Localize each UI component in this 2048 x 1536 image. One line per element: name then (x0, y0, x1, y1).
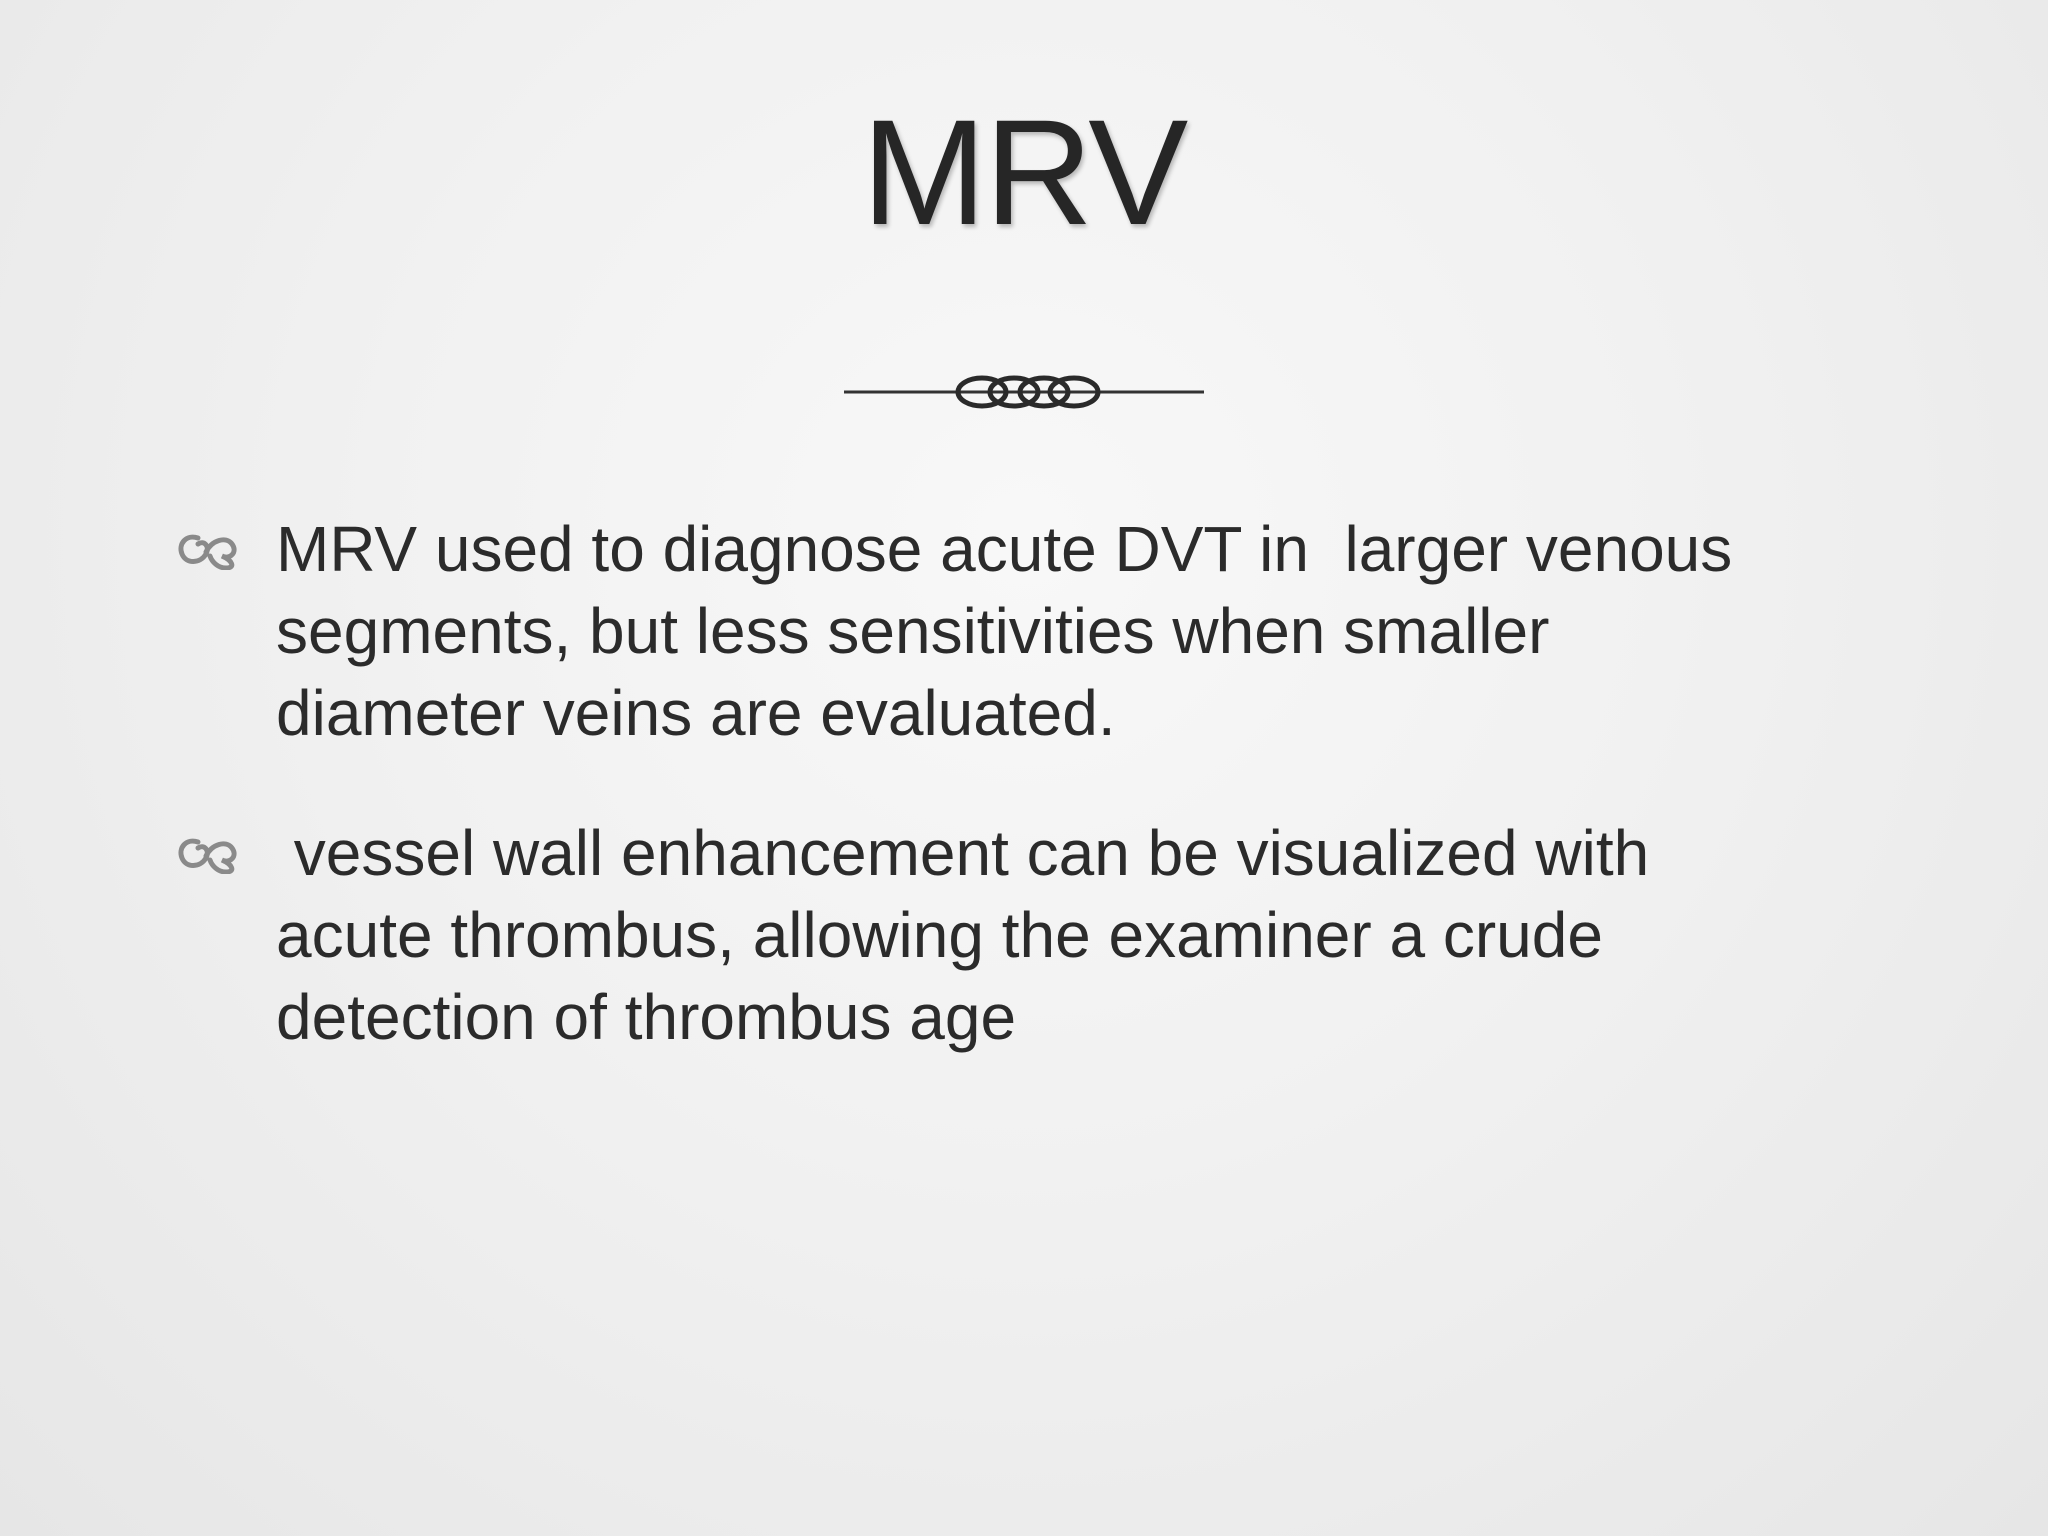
bullet-text: vessel wall enhancement can be visualized with acute thrombus, allowing the examiner a crude detection of thrombus age (276, 817, 1650, 1053)
fleuron-bullet-icon (176, 530, 242, 570)
slide-title: MRV (861, 88, 1187, 256)
fleuron-bullet-icon (176, 834, 242, 874)
bullet-text: MRV used to diagnose acute DVT in larger venous segments, but less sensitivities when smaller diameter veins are evaluated. (276, 513, 1733, 749)
